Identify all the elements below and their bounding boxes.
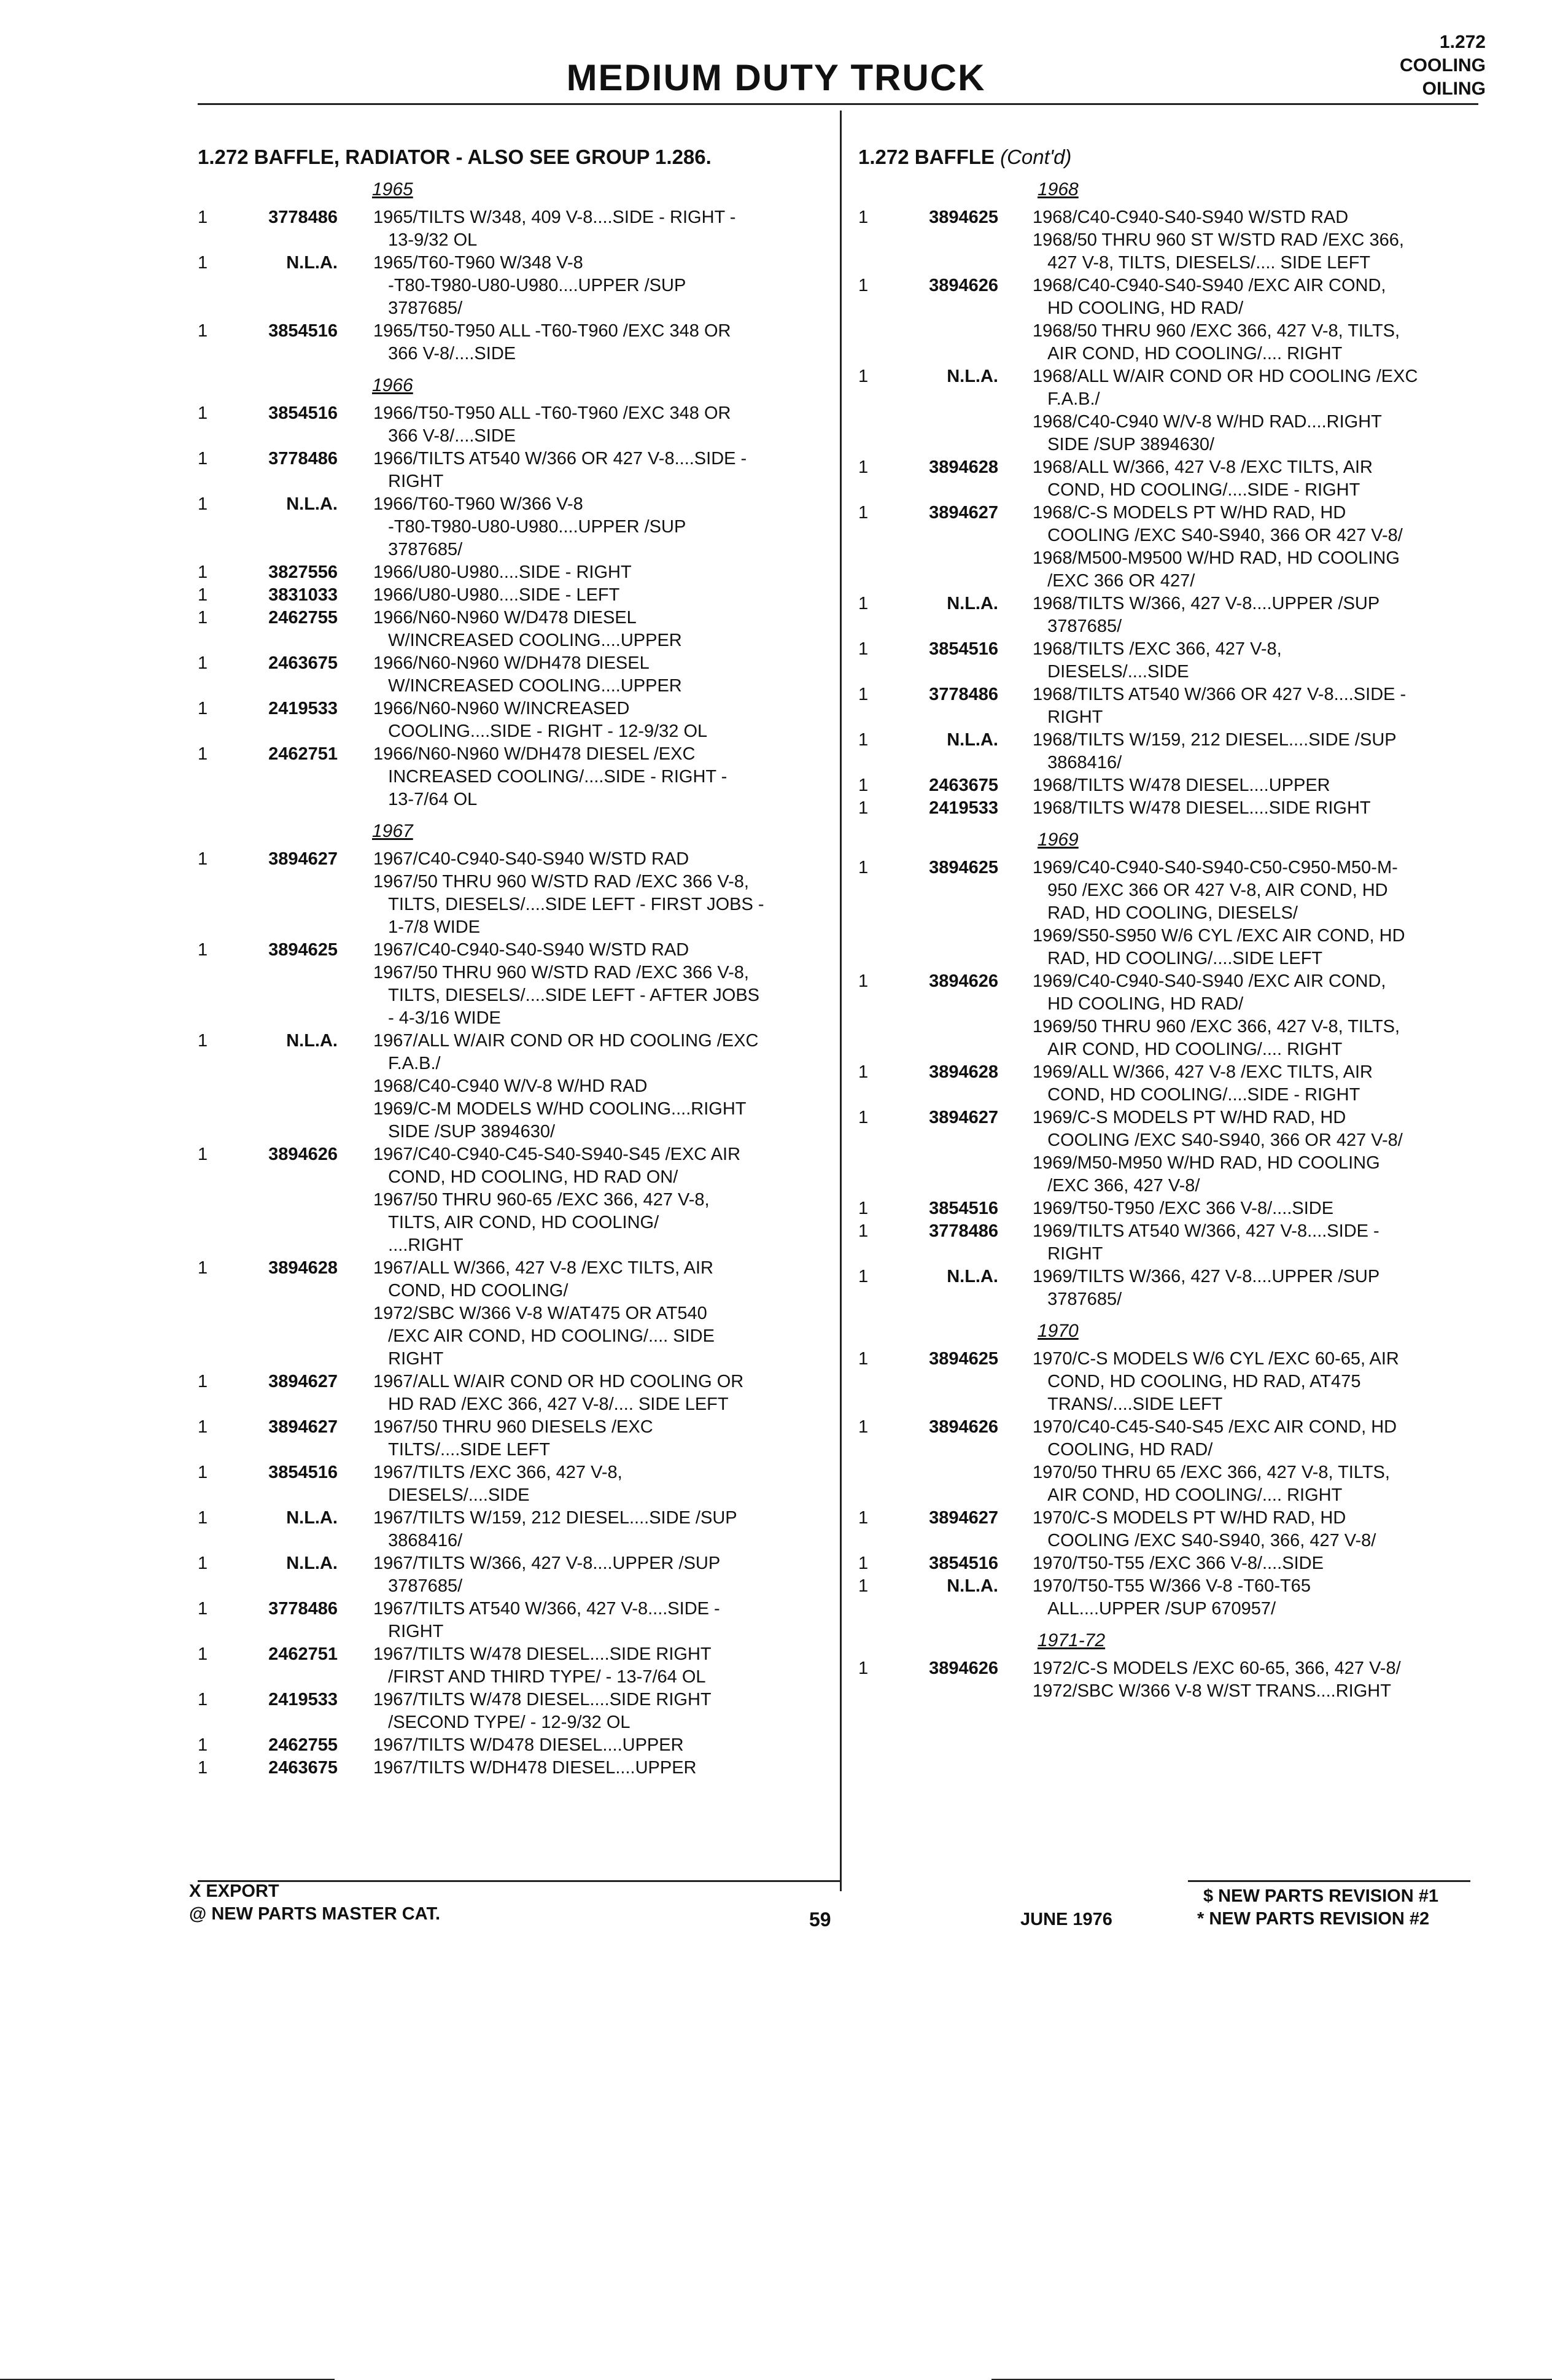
quantity: 1	[858, 685, 869, 704]
part-number: 3894628	[929, 1062, 998, 1082]
quantity: 1	[198, 849, 208, 869]
part-number: 3894627	[268, 1417, 338, 1437]
part-number: 3894626	[929, 1417, 998, 1437]
section-name-oiling: OILING	[1422, 79, 1486, 99]
part-number: 3894626	[929, 971, 998, 991]
part-number: 3854516	[268, 403, 338, 423]
part-description: 1965/T60-T960 W/348 V-8 -T80-T980-U80-U980....UPPER /SUP 3787685/	[373, 253, 686, 318]
model-year-heading: 1970	[1038, 1321, 1079, 1341]
part-number: 2463675	[929, 776, 998, 795]
part-description: 1967/TILTS W/159, 212 DIESEL....SIDE /SUP 3868416/	[373, 1508, 737, 1550]
part-number: 2463675	[268, 1758, 338, 1778]
part-entry-row	[858, 1507, 1478, 1552]
part-description: 1967/50 THRU 960 DIESELS /EXC TILTS/....SIDE LEFT	[373, 1417, 653, 1460]
legend-master-catalog: @ NEW PARTS MASTER CAT.	[189, 1904, 441, 1924]
quantity: 1	[858, 367, 869, 386]
part-entry-row	[198, 607, 823, 652]
quantity: 1	[858, 776, 869, 795]
quantity: 1	[198, 744, 208, 764]
part-description: 1967/ALL W/AIR COND OR HD COOLING OR HD RAD /EXC 366, 427 V-8/.... SIDE LEFT	[373, 1372, 744, 1414]
part-entry-row	[858, 365, 1478, 456]
part-entry-row	[858, 274, 1478, 365]
quantity: 1	[198, 585, 208, 605]
part-number: N.L.A.	[947, 730, 998, 750]
part-description: 1966/U80-U980....SIDE - RIGHT	[373, 562, 632, 582]
part-description: 1972/C-S MODELS /EXC 60-65, 366, 427 V-8/ 1972/SBC W/366 V-8 W/ST TRANS....RIGHT	[1033, 1659, 1401, 1701]
part-number: 3778486	[268, 449, 338, 469]
part-entry-row	[858, 1575, 1478, 1620]
part-description: 1968/ALL W/366, 427 V-8 /EXC TILTS, AIR COND, HD COOLING/....SIDE - RIGHT	[1033, 457, 1373, 500]
part-description: 1965/TILTS W/348, 409 V-8....SIDE - RIGHT - 13-9/32 OL	[373, 208, 736, 250]
part-description: 1968/C-S MODELS PT W/HD RAD, HD COOLING /EXC S40-S940, 366 OR 427 V-8/ 1968/M500-M9500 W/HD RAD, HD COOLING /EXC 366 OR 427/	[1033, 503, 1403, 591]
part-entry-row	[858, 857, 1478, 970]
model-year-heading: 1969	[1038, 830, 1079, 850]
quantity: 1	[198, 208, 208, 227]
part-description: 1966/N60-N960 W/DH478 DIESEL W/INCREASED COOLING....UPPER	[373, 653, 682, 696]
part-entry-row	[858, 683, 1478, 729]
part-number: 3854516	[929, 1554, 998, 1573]
part-number: N.L.A.	[286, 253, 338, 273]
part-description: 1968/C40-C940-S40-S940 W/STD RAD 1968/50 THRU 960 ST W/STD RAD /EXC 366, 427 V-8, TILTS, DIESELS/.... SIDE LEFT	[1033, 208, 1404, 273]
part-description: 1966/N60-N960 W/D478 DIESEL W/INCREASED COOLING....UPPER	[373, 608, 682, 650]
part-number: 3894627	[929, 1108, 998, 1127]
part-entry-row	[858, 729, 1478, 774]
part-entry-row	[858, 456, 1478, 502]
part-entry-row	[198, 1257, 823, 1371]
part-entry-row	[198, 1030, 823, 1143]
quantity: 1	[198, 940, 208, 960]
part-entry-row	[198, 743, 823, 811]
part-number: 3854516	[268, 321, 338, 341]
quantity: 1	[858, 730, 869, 750]
model-year-heading: 1971-72	[1038, 1630, 1106, 1651]
part-description: 1966/U80-U980....SIDE - LEFT	[373, 585, 620, 605]
page-title: MEDIUM DUTY TRUCK	[566, 57, 986, 98]
model-year-heading: 1965	[372, 179, 413, 200]
part-number: N.L.A.	[286, 1508, 338, 1528]
part-description: 1967/C40-C940-C45-S40-S940-S45 /EXC AIR COND, HD COOLING, HD RAD ON/ 1967/50 THRU 960-65 /EXC 366, 427 V-8, TILTS, AIR COND, HD COOLING/ ....RIGHT	[373, 1145, 741, 1255]
part-number: 3894626	[929, 1659, 998, 1678]
legend-export: X EXPORT	[189, 1881, 279, 1901]
part-entry-row	[198, 1507, 823, 1552]
quantity: 1	[858, 971, 869, 991]
quantity: 1	[858, 639, 869, 659]
quantity: 1	[858, 1221, 869, 1241]
quantity: 1	[198, 699, 208, 718]
part-number: 2419533	[268, 699, 338, 718]
part-description: 1970/C-S MODELS W/6 CYL /EXC 60-65, AIR COND, HD COOLING, HD RAD, AT475 TRANS/....SIDE LEFT	[1033, 1349, 1399, 1414]
column-divider	[840, 111, 842, 1891]
part-entry-row	[858, 1266, 1478, 1311]
part-entry-row	[198, 561, 823, 584]
part-number: 3778486	[268, 208, 338, 227]
part-entry-row	[858, 1416, 1478, 1507]
part-number: N.L.A.	[286, 494, 338, 514]
quantity: 1	[858, 1659, 869, 1678]
part-description: 1967/C40-C940-S40-S940 W/STD RAD 1967/50 THRU 960 W/STD RAD /EXC 366 V-8, TILTS, DIESELS/....SIDE LEFT - FIRST JOBS - 1-7/8 WIDE	[373, 849, 764, 937]
part-entry-row	[198, 652, 823, 698]
section-name-cooling: COOLING	[1400, 55, 1486, 76]
quantity: 1	[198, 1644, 208, 1664]
part-entry-row	[858, 1061, 1478, 1106]
quantity: 1	[198, 1258, 208, 1278]
section-index	[1400, 31, 1486, 101]
legend-revision-2: * NEW PARTS REVISION #2	[1197, 1909, 1430, 1929]
quantity: 1	[198, 253, 208, 273]
quantity: 1	[858, 1062, 869, 1082]
part-description: 1970/C-S MODELS PT W/HD RAD, HD COOLING /EXC S40-S940, 366, 427 V-8/	[1033, 1508, 1376, 1550]
part-description: 1967/TILTS W/478 DIESEL....SIDE RIGHT /SECOND TYPE/ - 12-9/32 OL	[373, 1690, 712, 1732]
part-number: 3778486	[268, 1599, 338, 1619]
part-description: 1966/N60-N960 W/INCREASED COOLING....SIDE - RIGHT - 12-9/32 OL	[373, 699, 708, 741]
part-description: 1967/ALL W/AIR COND OR HD COOLING /EXC F.A.B./ 1968/C40-C940 W/V-8 W/HD RAD 1969/C-M MODELS W/HD COOLING....RIGHT SIDE /SUP 3894630/	[373, 1031, 759, 1141]
part-entry-row	[858, 1197, 1478, 1220]
part-entry-row	[198, 1552, 823, 1598]
part-number: 3894625	[929, 208, 998, 227]
part-description: 1967/C40-C940-S40-S940 W/STD RAD 1967/50 THRU 960 W/STD RAD /EXC 366 V-8, TILTS, DIESELS/....SIDE LEFT - AFTER JOBS - 4-3/16 WIDE	[373, 940, 760, 1028]
part-number: 3854516	[268, 1463, 338, 1482]
part-number: N.L.A.	[947, 1267, 998, 1286]
part-number: N.L.A.	[947, 1576, 998, 1596]
part-entry-row	[198, 320, 823, 365]
part-entry-row	[198, 252, 823, 320]
part-entry-row	[198, 1689, 823, 1734]
part-entry-row	[198, 448, 823, 493]
part-entry-row	[858, 1552, 1478, 1575]
part-description: 1967/TILTS W/DH478 DIESEL....UPPER	[373, 1758, 697, 1778]
part-entry-row	[858, 1657, 1478, 1703]
part-number: 3894627	[268, 1372, 338, 1391]
part-entry-row	[858, 1106, 1478, 1197]
part-number: 3894627	[268, 849, 338, 869]
part-entry-row	[858, 1220, 1478, 1266]
part-number: 3894626	[268, 1145, 338, 1164]
part-description: 1965/T50-T950 ALL -T60-T960 /EXC 348 OR 366 V-8/....SIDE	[373, 321, 731, 364]
part-description: 1968/C40-C940-S40-S940 /EXC AIR COND, HD COOLING, HD RAD/ 1968/50 THRU 960 /EXC 366, 427 V-8, TILTS, AIR COND, HD COOLING/.... RIGHT	[1033, 276, 1400, 364]
part-description: 1970/C40-C45-S40-S45 /EXC AIR COND, HD COOLING, HD RAD/ 1970/50 THRU 65 /EXC 366, 427 V-8, TILTS, AIR COND, HD COOLING/.... RIGHT	[1033, 1417, 1397, 1505]
part-entry-row	[198, 848, 823, 939]
part-number: 2462755	[268, 608, 338, 628]
publication-date: JUNE 1976	[1020, 1910, 1112, 1929]
part-number: 3894626	[929, 276, 998, 295]
right-column	[858, 145, 1478, 1703]
part-description: 1966/TILTS AT540 W/366 OR 427 V-8....SIDE - RIGHT	[373, 449, 747, 491]
part-entry-row	[198, 698, 823, 743]
quantity: 1	[198, 1758, 208, 1778]
quantity: 1	[858, 1349, 869, 1369]
part-entry-row	[198, 1598, 823, 1643]
part-entry-row	[198, 1734, 823, 1757]
quantity: 1	[198, 403, 208, 423]
section-heading: 1.272 BAFFLE, RADIATOR - ALSO SEE GROUP 1.286.	[198, 146, 712, 168]
part-number: 2419533	[268, 1690, 338, 1709]
part-number: 3854516	[929, 1199, 998, 1218]
part-entry-row	[198, 1371, 823, 1416]
quantity: 1	[198, 449, 208, 469]
part-number: 3827556	[268, 562, 338, 582]
quantity: 1	[858, 503, 869, 523]
part-entry-row	[858, 774, 1478, 797]
section-number: 1.272	[1439, 32, 1486, 52]
quantity: 1	[198, 1599, 208, 1619]
part-description: 1969/TILTS AT540 W/366, 427 V-8....SIDE - RIGHT	[1033, 1221, 1379, 1264]
part-number: 3854516	[929, 639, 998, 659]
part-number: N.L.A.	[286, 1031, 338, 1051]
part-number: N.L.A.	[286, 1554, 338, 1573]
part-number: 3894625	[929, 858, 998, 877]
part-description: 1968/TILTS W/366, 427 V-8....UPPER /SUP 3787685/	[1033, 594, 1380, 636]
quantity: 1	[198, 1417, 208, 1437]
part-description: 1967/ALL W/366, 427 V-8 /EXC TILTS, AIR COND, HD COOLING/ 1972/SBC W/366 V-8 W/AT475 OR AT540 /EXC AIR COND, HD COOLING/.... SIDE RIGHT	[373, 1258, 715, 1369]
part-number: 2462755	[268, 1735, 338, 1755]
quantity: 1	[198, 1463, 208, 1482]
part-description: 1968/TILTS /EXC 366, 427 V-8, DIESELS/....SIDE	[1033, 639, 1282, 682]
part-description: 1967/TILTS W/366, 427 V-8....UPPER /SUP 3787685/	[373, 1554, 721, 1596]
part-entry-row	[858, 1348, 1478, 1416]
part-number: 3894628	[929, 457, 998, 477]
quantity: 1	[858, 276, 869, 295]
footer-rule-left	[198, 1880, 840, 1882]
part-description: 1970/T50-T55 /EXC 366 V-8/....SIDE	[1033, 1554, 1324, 1573]
quantity: 1	[198, 562, 208, 582]
part-number: 2419533	[929, 798, 998, 818]
quantity: 1	[858, 798, 869, 818]
part-description: 1969/T50-T950 /EXC 366 V-8/....SIDE	[1033, 1199, 1334, 1218]
model-year-heading: 1966	[372, 375, 413, 395]
part-description: 1968/TILTS W/159, 212 DIESEL....SIDE /SUP 3868416/	[1033, 730, 1397, 772]
part-entry-row	[198, 493, 823, 561]
part-description: 1966/N60-N960 W/DH478 DIESEL /EXC INCREASED COOLING/....SIDE - RIGHT - 13-7/64 OL	[373, 744, 728, 809]
part-description: 1970/T50-T55 W/366 V-8 -T60-T65 ALL....UPPER /SUP 670957/	[1033, 1576, 1311, 1619]
quantity: 1	[198, 1031, 208, 1051]
quantity: 1	[198, 1690, 208, 1709]
quantity: 1	[858, 858, 869, 877]
quantity: 1	[858, 1576, 869, 1596]
quantity: 1	[198, 1554, 208, 1573]
part-number: 2463675	[268, 653, 338, 673]
part-description: 1966/T50-T950 ALL -T60-T960 /EXC 348 OR 366 V-8/....SIDE	[373, 403, 731, 446]
quantity: 1	[858, 1508, 869, 1528]
part-description: 1968/TILTS W/478 DIESEL....UPPER	[1033, 776, 1330, 795]
part-description: 1967/TILTS W/D478 DIESEL....UPPER	[373, 1735, 684, 1755]
model-year-heading: 1967	[372, 821, 413, 841]
part-entry-row	[198, 402, 823, 448]
quantity: 1	[858, 1108, 869, 1127]
quantity: 1	[198, 1508, 208, 1528]
quantity: 1	[858, 208, 869, 227]
part-number: 2462751	[268, 1644, 338, 1664]
part-description: 1969/C-S MODELS PT W/HD RAD, HD COOLING /EXC S40-S940, 366 OR 427 V-8/ 1969/M50-M950 W/HD RAD, HD COOLING /EXC 366, 427 V-8/	[1033, 1108, 1403, 1196]
part-number: N.L.A.	[947, 367, 998, 386]
part-description: 1967/TILTS AT540 W/366, 427 V-8....SIDE - RIGHT	[373, 1599, 720, 1641]
left-column	[198, 145, 823, 1779]
part-number: 2462751	[268, 744, 338, 764]
part-entry-row	[198, 939, 823, 1030]
quantity: 1	[858, 1554, 869, 1573]
part-description: 1968/TILTS W/478 DIESEL....SIDE RIGHT	[1033, 798, 1371, 818]
continued-label: (Cont'd)	[1000, 146, 1072, 168]
part-entry-row	[198, 1757, 823, 1779]
part-description: 1969/TILTS W/366, 427 V-8....UPPER /SUP 3787685/	[1033, 1267, 1380, 1309]
part-entry-row	[858, 797, 1478, 820]
quantity: 1	[198, 494, 208, 514]
part-description: 1969/ALL W/366, 427 V-8 /EXC TILTS, AIR COND, HD COOLING/....SIDE - RIGHT	[1033, 1062, 1373, 1105]
part-description: 1969/C40-C940-S40-S940 /EXC AIR COND, HD COOLING, HD RAD/ 1969/50 THRU 960 /EXC 366, 427 V-8, TILTS, AIR COND, HD COOLING/.... RIGHT	[1033, 971, 1400, 1059]
part-entry-row	[198, 1643, 823, 1689]
part-number: N.L.A.	[947, 594, 998, 613]
quantity: 1	[198, 1372, 208, 1391]
part-entry-row	[198, 206, 823, 252]
part-description: 1967/TILTS /EXC 366, 427 V-8, DIESELS/....SIDE	[373, 1463, 623, 1505]
part-number: 3894627	[929, 503, 998, 523]
quantity: 1	[198, 1735, 208, 1755]
page-number: 59	[809, 1908, 831, 1931]
part-entry-row	[198, 584, 823, 607]
header-rule	[198, 103, 1478, 105]
part-entry-row	[858, 970, 1478, 1061]
quantity: 1	[858, 1267, 869, 1286]
part-description: 1969/C40-C940-S40-S940-C50-C950-M50-M- 950 /EXC 366 OR 427 V-8, AIR COND, HD RAD, HD COOLING, DIESELS/ 1969/S50-S950 W/6 CYL /EXC AIR COND, HD RAD, HD COOLING/....SIDE LEFT	[1033, 858, 1405, 968]
part-number: 3778486	[929, 685, 998, 704]
quantity: 1	[858, 1417, 869, 1437]
part-number: 3894625	[268, 940, 338, 960]
part-number: 3894625	[929, 1349, 998, 1369]
model-year-heading: 1968	[1038, 179, 1079, 200]
part-entry-row	[858, 502, 1478, 593]
part-entry-row	[198, 1143, 823, 1257]
part-entry-row	[858, 206, 1478, 274]
part-description: 1967/TILTS W/478 DIESEL....SIDE RIGHT /FIRST AND THIRD TYPE/ - 13-7/64 OL	[373, 1644, 712, 1687]
quantity: 1	[858, 457, 869, 477]
quantity: 1	[858, 594, 869, 613]
section-heading-continued	[858, 145, 1478, 169]
quantity: 1	[858, 1199, 869, 1218]
part-description: 1968/ALL W/AIR COND OR HD COOLING /EXC F.A.B./ 1968/C40-C940 W/V-8 W/HD RAD....RIGHT SIDE /SUP 3894630/	[1033, 367, 1418, 454]
part-number: 3894628	[268, 1258, 338, 1278]
quantity: 1	[198, 1145, 208, 1164]
part-entry-row	[198, 1461, 823, 1507]
part-number: 3831033	[268, 585, 338, 605]
footer-rule-right	[1188, 1880, 1470, 1882]
part-entry-row	[858, 593, 1478, 638]
quantity: 1	[198, 608, 208, 628]
part-entry-row	[858, 638, 1478, 683]
section-heading-label: 1.272 BAFFLE	[858, 146, 1001, 168]
quantity: 1	[198, 321, 208, 341]
part-number: 3894627	[929, 1508, 998, 1528]
part-description: 1968/TILTS AT540 W/366 OR 427 V-8....SIDE - RIGHT	[1033, 685, 1407, 727]
part-entry-row	[198, 1416, 823, 1461]
part-number: 3778486	[929, 1221, 998, 1241]
part-description: 1966/T60-T960 W/366 V-8 -T80-T980-U80-U980....UPPER /SUP 3787685/	[373, 494, 686, 559]
quantity: 1	[198, 653, 208, 673]
legend-revision-1: $ NEW PARTS REVISION #1	[1203, 1886, 1438, 1906]
